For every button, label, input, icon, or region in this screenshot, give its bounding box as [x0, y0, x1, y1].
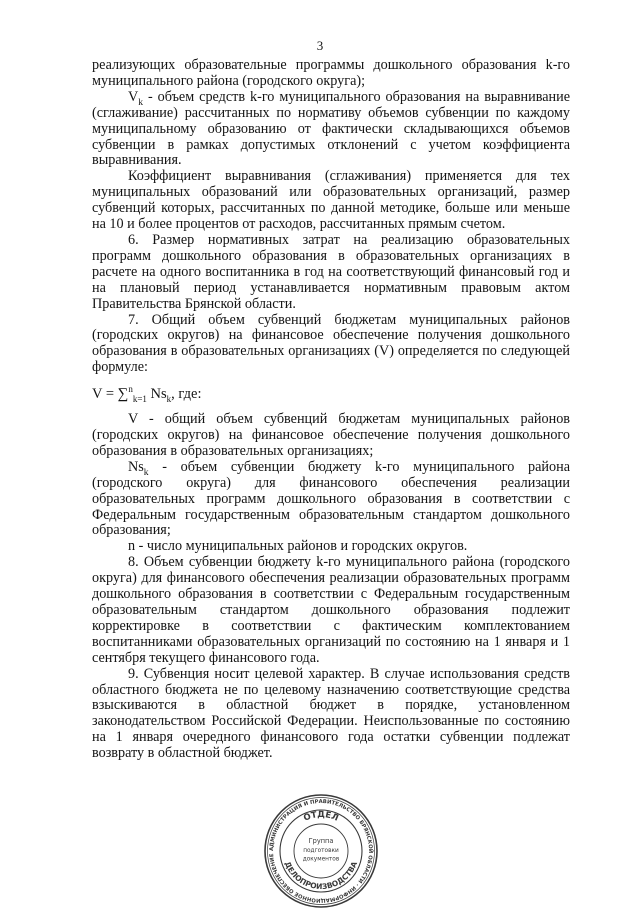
nsk-definition-text: - объем субвенции бюджету k-го муниципального района (городского округа) для финансового обеспечения реализации образовательных программ дошкольного образования в соответствии с Федеральным государственным образовательным стандартом дошкольного образования;: [92, 458, 570, 539]
formula-upper-limit: n: [128, 384, 133, 395]
paragraph-continuation: реализующих образовательные программы дошкольного образования k-го муниципального района (городского округа);: [92, 57, 570, 89]
page-number: 3: [316, 38, 324, 53]
stamp-inner-bottom-text: ДЕЛОПРОИЗВОДСТВА: [282, 860, 360, 892]
paragraph-item-6: 6. Размер нормативных затрат на реализацию образовательных программ дошкольного образования в образовательных организациях в расчете на одного воспитанника в год на соответствующий финансовый год и на плановый период устанавливается нормативным правовым актом Правительства Брянской области.: [92, 231, 570, 312]
formula-lhs: V =: [92, 386, 118, 403]
stamp-center-line-1: Группа: [308, 837, 334, 845]
formula-term: Ns: [146, 386, 167, 403]
symbol-v: V: [128, 88, 139, 105]
document-body: [92, 58, 570, 762]
paragraph-nsk-definition: [92, 460, 570, 540]
paragraph-vk-definition: [92, 90, 570, 170]
formula-tail: , где:: [171, 386, 202, 403]
symbol-ns-subscript-k: k: [143, 467, 149, 478]
paragraph-coefficient: Коэффициент выравнивания (сглаживания) применяется для тех муниципальных образований или образовательных организаций, размер субвенций которых, рассчитанных по данной методике, больше или меньше на 10 и более процентов от расходов, рассчитанных прямым счетом.: [92, 168, 570, 233]
stamp-outer-text: АДМИНИСТРАЦИЯ И ПРАВИТЕЛЬСТВО БРЯНСКОЙ ОБЛАСТИ · ИНФОРМАЦИОННОЕ ОБЕСПЕЧЕНИЕ: [268, 798, 374, 904]
paragraph-v-definition: V - общий объем субвенций бюджетам муниципальных районов (городских округов) на финансовое обеспечение получения дошкольного образования в образовательных организациях;: [92, 411, 570, 459]
office-stamp: [262, 792, 380, 910]
paragraph-item-9: 9. Субвенция носит целевой характер. В случае использования средств областного бюджета не по целевому назначению соответствующие средства взыскиваются в областной бюджет в порядке, установленном законодательством Российской Федерации. Неиспользованные по состоянию на 1 января очередного финансового года остатки субвенции подлежат возврату в областной бюджет.: [92, 665, 570, 762]
stamp-center-line-2: подготовки: [303, 848, 339, 854]
symbol-ns: Ns: [128, 458, 144, 475]
formula-lower-limit: k=1: [132, 394, 147, 405]
paragraph-n-definition: n - число муниципальных районов и городских округов.: [128, 538, 468, 555]
formula-sigma: ∑: [117, 386, 129, 403]
stamp-seal-icon: [262, 792, 380, 910]
stamp-center-line-3: документов: [302, 856, 340, 863]
paragraph-item-8: 8. Объем субвенции бюджету k-го муниципального района (городского округа) для финансового обеспечения реализации образовательных программ дошкольного образования в соответствии с Федеральным государственным образовательным стандартом дошкольного образования подлежит корректировке в соответствии с фактическим комплектованием воспитанниками образовательных организаций по состоянию на 1 января и 1 сентября текущего финансового года.: [92, 554, 570, 666]
stamp-inner-top-text: ОТДЕЛ: [302, 809, 340, 824]
formula: [92, 385, 570, 403]
symbol-subscript-k: k: [138, 97, 143, 108]
vk-definition-text: - объем средств k-го муниципального образования на выравнивание (сглаживание) рассчитанных по нормативу объемов субвенции по каждому муниципальному образованию от фактически складывающихся объемов субвенции в рамках допустимых отклонений с учетом коэффициента выравнивания.: [92, 88, 570, 169]
paragraph-item-7: 7. Общий объем субвенций бюджетам муниципальных районов (городских округов) на финансовое обеспечение получения дошкольного образования в образовательных организациях (V) определяется по следующей формуле:: [92, 311, 570, 376]
formula-term-subscript: k: [166, 394, 172, 405]
